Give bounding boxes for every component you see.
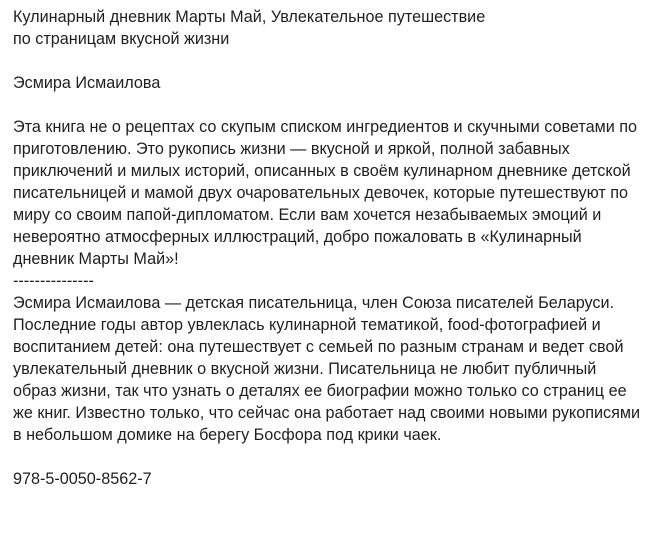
spacer xyxy=(13,94,643,116)
spacer xyxy=(13,50,643,72)
section-separator: --------------- xyxy=(13,272,94,290)
isbn: 978-5-0050-8562-7 xyxy=(13,470,152,488)
author-bio: Эсмира Исмаилова — детская писательница, член Союза писателей Беларуси. Последние годы автор увлеклась кулинарной тематикой, food-фотографией и воспитанием детей: она путешествует с семьей по разным странам и ведет свой увлекательный дневник о вкусной жизни. Писательница не любит публичный образ жизни, так что узнать о деталях ее биографии можно только со страниц ее же книг. Известно только, что сейчас она работает над своими новыми рукописями в небольшом домике на берегу Босфора под крики чаек. xyxy=(13,294,641,444)
book-description: Эта книга не о рецептах со скупым списком ингредиентов и скучными советами по приготовлению. Это рукопись жизни — вкусной и яркой, полной забавных приключений и милых историй, описанных в своём кулинарном дневнике детской писательницей и мамой двух очаровательных девочек, которые путешествуют по миру со своим папой-дипломатом. Если вам хочется незабываемых эмоций и невероятно атмосферных иллюстраций, добро пожаловать в «Кулинарный дневник Марты Май»! xyxy=(13,118,638,268)
book-title-line-2: по страницам вкусной жизни xyxy=(13,30,230,48)
spacer xyxy=(13,446,643,468)
book-title xyxy=(13,6,643,50)
book-author: Эсмира Исмаилова xyxy=(13,74,161,92)
book-title-line-1: Кулинарный дневник Марты Май, Увлекательное путешествие xyxy=(13,8,486,26)
book-annotation xyxy=(13,6,643,490)
